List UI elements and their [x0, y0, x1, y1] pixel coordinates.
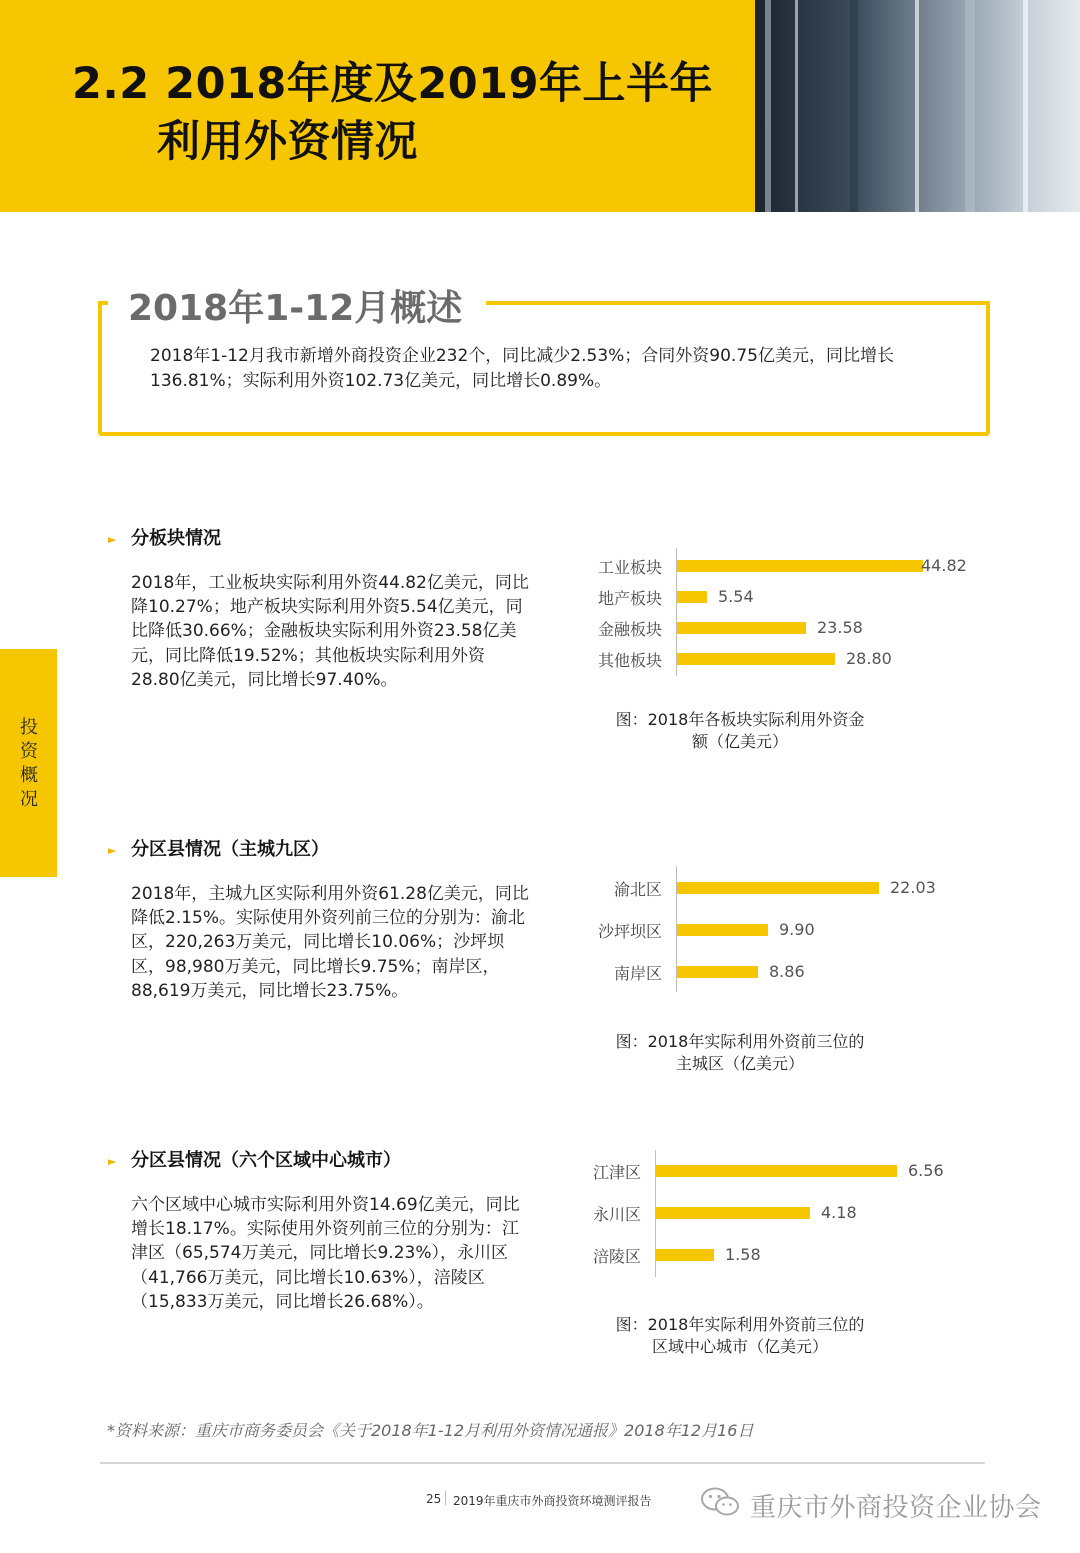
chart-value-label: 6.56 [908, 1161, 944, 1180]
chart-category-label: 涪陵区 [592, 1247, 641, 1266]
section-heading-sectors: 分板块情况 [131, 528, 221, 549]
caption-sectors [580, 709, 900, 753]
caption-line: 主城区（亿美元） [675, 1054, 804, 1073]
chart-regional-cities [560, 1150, 980, 1280]
chart-category-label: 渝北区 [613, 880, 662, 899]
chart-bar [677, 622, 806, 634]
chart-value-label: 28.80 [846, 649, 892, 668]
bullet-arrow-icon: ► [108, 1155, 117, 1168]
side-tab-label [18, 716, 40, 812]
chart-category-label: 工业板块 [597, 558, 662, 577]
chart-bar [656, 1165, 897, 1177]
chart-bar [677, 653, 835, 665]
chart-bar [656, 1249, 714, 1261]
wechat-icon [700, 1486, 740, 1518]
caption-line: 图：2018年实际利用外资前三位的 [615, 1315, 865, 1334]
section-text-regional-cities: 六个区域中心城市实际利用外资14.69亿美元，同比增长18.17%。实际使用外资列前三位的分别为：江津区（65,574万美元，同比增长9.23%），永川区（41,766万美元，同比增长10.63%），涪陵区（15,833万美元，同比增长26.68%）。 [131, 1195, 520, 1312]
caption-line: 额（亿美元） [691, 732, 788, 751]
side-tab-char: 资 [20, 741, 38, 762]
page-title-line2: 利用外资情况 [157, 117, 418, 167]
caption-line: 图：2018年实际利用外资前三位的 [615, 1032, 865, 1051]
summary-box-border-right [486, 301, 986, 305]
chart-bar [677, 882, 879, 894]
side-tab-char: 概 [20, 765, 38, 786]
summary-title: 2018年1-12月概述 [128, 288, 463, 329]
section-heading-regional-cities: 分区县情况（六个区域中心城市） [131, 1150, 401, 1171]
section-text-sectors: 2018年，工业板块实际利用外资44.82亿美元，同比降10.27%；地产板块实际利用外资5.54亿美元，同比降低30.66%；金融板块实际利用外资23.58亿美元，同比降低19.52%；其他板块实际利用外资28.80亿美元，同比增长97.40%。 [131, 573, 529, 690]
caption-regional-cities [580, 1314, 900, 1358]
chart-value-label: 22.03 [890, 878, 936, 897]
chart-bar [677, 560, 923, 572]
page-number: 25 [426, 1492, 442, 1506]
chart-category-label: 南岸区 [613, 964, 662, 983]
summary-text: 2018年1-12月我市新增外商投资企业232个，同比减少2.53%；合同外资90.75亿美元，同比增长136.81%；实际利用外资102.73亿美元，同比增长0.89%。 [150, 346, 894, 391]
chart-sectors [560, 548, 980, 688]
caption-main-districts [580, 1031, 900, 1075]
chart-value-label: 9.90 [779, 920, 815, 939]
chart-value-label: 1.58 [725, 1245, 761, 1264]
bullet-arrow-icon: ► [108, 533, 117, 546]
chart-bar [677, 924, 768, 936]
chart-category-label: 其他板块 [597, 651, 662, 670]
section-heading-main-districts: 分区县情况（主城九区） [131, 839, 329, 860]
chart-category-label: 地产板块 [597, 589, 662, 608]
footer-separator [445, 1491, 446, 1505]
report-title: 2019年重庆市外商投资环境测评报告 [453, 1494, 652, 1508]
chart-bar [677, 966, 758, 978]
chart-category-label: 永川区 [592, 1205, 641, 1224]
side-tab-char: 投 [20, 717, 38, 738]
footer-divider [100, 1462, 985, 1464]
chart-value-label: 44.82 [921, 556, 967, 575]
side-tab-char: 况 [20, 789, 38, 810]
section-text-main-districts: 2018年，主城九区实际利用外资61.28亿美元，同比降低2.15%。实际使用外资列前三位的分别为：渝北区，220,263万美元，同比增长10.06%；沙坪坝区，98,980万美元，同比增长9.75%；南岸区，88,619万美元，同比增长23.75%。 [131, 884, 529, 1001]
chart-bar [656, 1207, 810, 1219]
chart-category-label: 金融板块 [597, 620, 662, 639]
chart-main-districts [560, 866, 980, 996]
chart-value-label: 8.86 [769, 962, 805, 981]
summary-box-border-left [98, 301, 108, 305]
source-note: *资料来源：重庆市商务委员会《关于2018年1-12月利用外资情况通报》2018年12月16日 [107, 1421, 754, 1440]
caption-line: 图：2018年各板块实际利用外资金 [615, 710, 865, 729]
chart-category-label: 沙坪坝区 [597, 922, 662, 941]
chart-value-label: 4.18 [821, 1203, 857, 1222]
bullet-arrow-icon: ► [108, 844, 117, 857]
chart-value-label: 23.58 [817, 618, 863, 637]
caption-line: 区域中心城市（亿美元） [651, 1337, 828, 1356]
chart-bar [677, 591, 707, 603]
page-title-line1: 2.2 2018年度及2019年上半年 [72, 59, 713, 109]
chart-category-label: 江津区 [592, 1163, 641, 1182]
header-image [755, 0, 1080, 212]
watermark-text: 重庆市外商投资企业协会 [750, 1493, 1042, 1523]
chart-value-label: 5.54 [718, 587, 754, 606]
